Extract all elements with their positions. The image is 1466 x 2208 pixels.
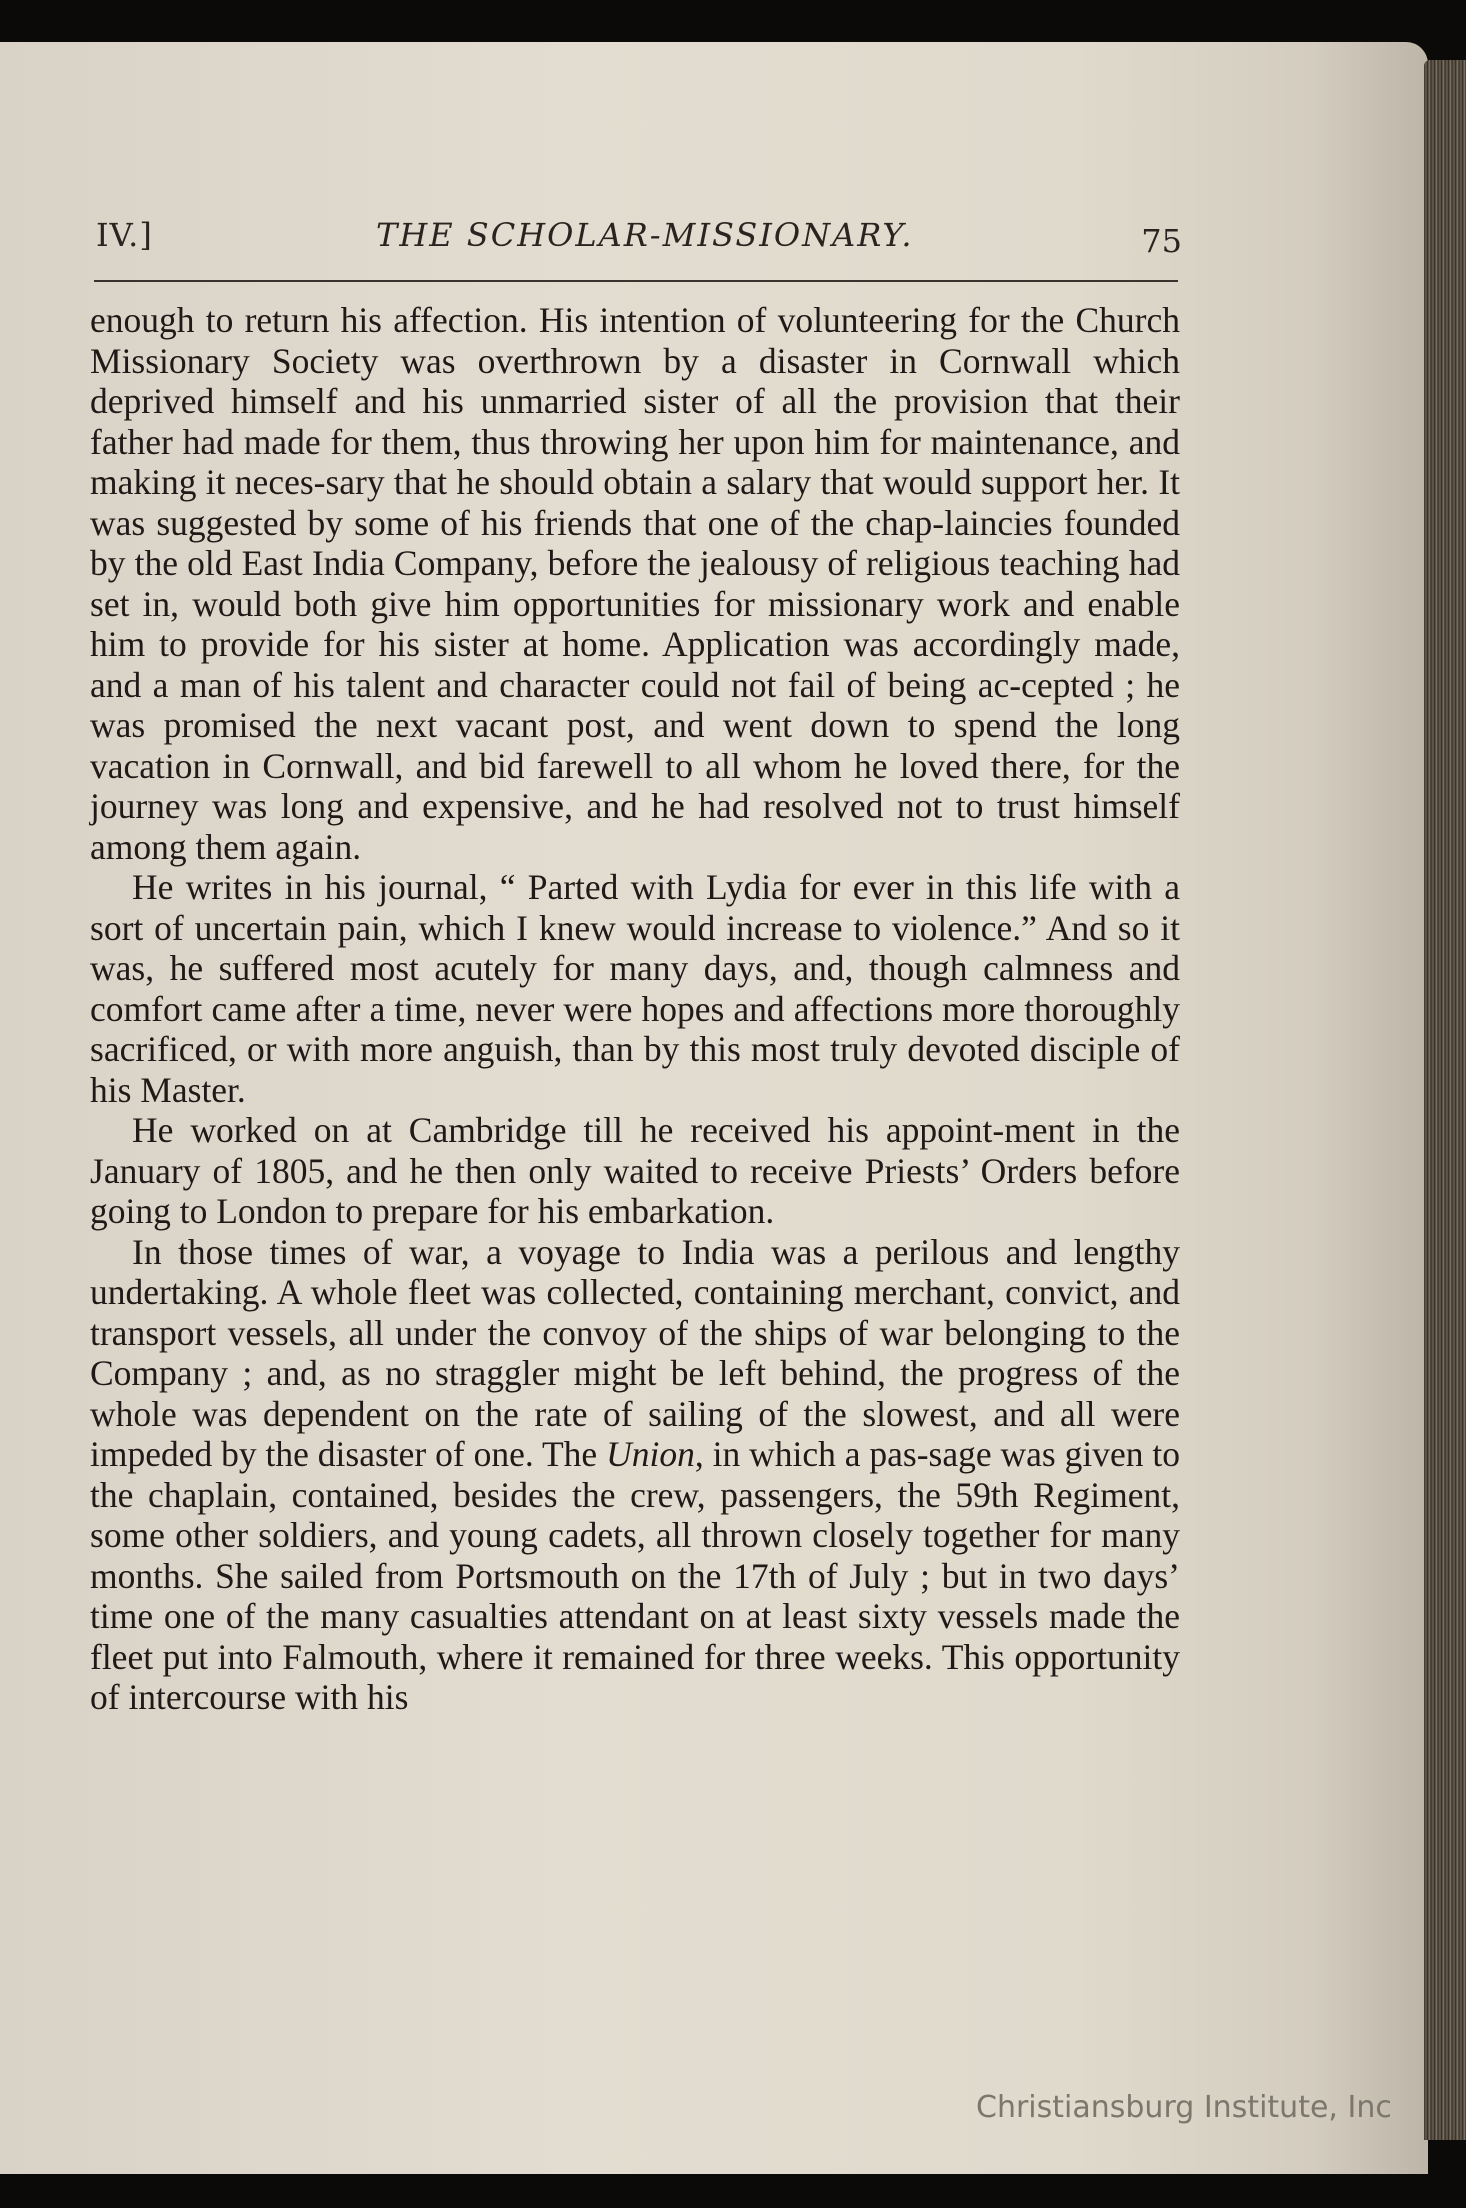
chapter-number: IV.]	[96, 216, 153, 254]
paragraph-4	[90, 1232, 1180, 1718]
paragraph-4-text-end: , in which a pas-sage was given to the chaplain, contained, besides the crew, passengers, the 59th Regiment, some other soldiers, and young cadets, all thrown closely together for many months. She sailed from Portsmouth on the 17th of July ; but in two days’ time one of the many casualties attendant on at least sixty vessels made the fleet put into Falmouth, where it remained for three weeks. This opportunity of intercourse with his	[90, 1434, 1180, 1717]
paragraph-2: He writes in his journal, “ Parted with Lydia for ever in this life with a sort of uncertain pain, which I knew would increase to violence.” And so it was, he suffered most acutely for many days, and, though calmness and comfort came after a time, never were hopes and affections more thoroughly sacrificed, or with more anguish, than by this most truly devoted disciple of his Master.	[90, 867, 1180, 1110]
page-number: 75	[1141, 222, 1182, 260]
header-rule	[94, 280, 1178, 282]
paragraph-3: He worked on at Cambridge till he received his appoint-ment in the January of 1805, and he then only waited to receive Priests’ Orders before going to London to prepare for his embarkation.	[90, 1110, 1180, 1231]
page-edges	[1424, 60, 1466, 2140]
watermark: Christiansburg Institute, Inc	[976, 2090, 1392, 2125]
paragraph-1: enough to return his affection. His intention of volunteering for the Church Missionary Society was overthrown by a disaster in Cornwall which deprived himself and his unmarried sister of all the provision that their father had made for them, thus throwing her upon him for maintenance, and making it neces-sary that he should obtain a salary that would support her. It was suggested by some of his friends that one of the chap-laincies founded by the old East India Company, before the jealousy of religious teaching had set in, would both give him opportunities for missionary work and enable him to provide for his sister at home. Application was accordingly made, and a man of his talent and character could not fail of being ac-cepted ; he was promised the next vacant post, and went down to spend the long vacation in Cornwall, and bid farewell to all whom he loved there, for the journey was long and expensive, and he had resolved not to trust himself among them again.	[90, 300, 1180, 867]
running-title: THE SCHOLAR-MISSIONARY.	[376, 216, 914, 254]
ship-name: Union	[606, 1434, 695, 1474]
body-text	[90, 300, 1180, 1718]
running-header	[96, 212, 1182, 262]
paragraph-4-text-start: In those times of war, a voyage to India was a perilous and lengthy undertaking. A whole fleet was collected, containing merchant, convict, and transport vessels, all under the convoy of the ships of war belonging to the Company ; and, as no straggler might be left behind, the progress of the whole was dependent on the rate of sailing of the slowest, and all were impeded by the disaster of one. The	[90, 1231, 1180, 1474]
